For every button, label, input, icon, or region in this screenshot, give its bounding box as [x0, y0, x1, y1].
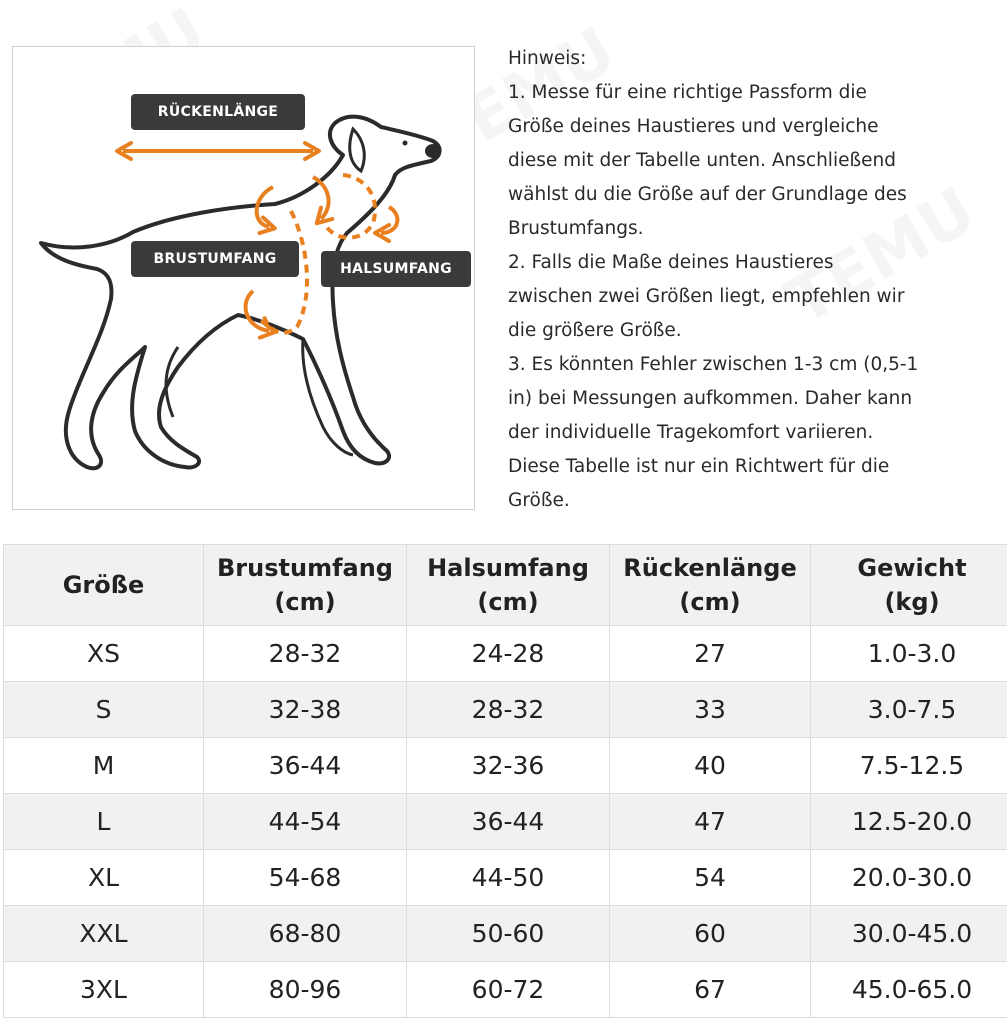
table-cell: 20.0-30.0 [811, 850, 1007, 906]
size-chart-table [3, 544, 1007, 1018]
table-cell: XXL [4, 906, 204, 962]
table-cell: 1.0-3.0 [811, 626, 1007, 682]
notes-line: 1. Messe für eine richtige Passform die [508, 82, 867, 103]
table-row [4, 682, 1007, 738]
notes-text [508, 42, 1007, 518]
table-header-row [4, 545, 1007, 626]
notes-line: wählst du die Größe auf der Grundlage des [508, 184, 907, 205]
table-cell: 28-32 [204, 626, 407, 682]
table-cell: 3.0-7.5 [811, 682, 1007, 738]
table-cell: L [4, 794, 204, 850]
notes-line: Diese Tabelle ist nur ein Richtwert für die [508, 456, 890, 477]
table-cell: 50-60 [407, 906, 610, 962]
table-cell: 40 [610, 738, 811, 794]
notes-line: Hinweis: [508, 48, 587, 69]
table-row [4, 962, 1007, 1018]
table-cell: M [4, 738, 204, 794]
table-cell: XS [4, 626, 204, 682]
table-cell: 60-72 [407, 962, 610, 1018]
table-cell: 24-28 [407, 626, 610, 682]
table-cell: 28-32 [407, 682, 610, 738]
table-cell: 36-44 [407, 794, 610, 850]
table-cell: 68-80 [204, 906, 407, 962]
table-cell: 12.5-20.0 [811, 794, 1007, 850]
header-back-length: Rückenlänge (cm) [610, 545, 811, 626]
table-cell: 32-38 [204, 682, 407, 738]
table-row [4, 626, 1007, 682]
dog-nose [425, 144, 441, 158]
table-cell: 60 [610, 906, 811, 962]
notes-line: in) bei Messungen aufkommen. Daher kann [508, 388, 913, 409]
table-cell: 54-68 [204, 850, 407, 906]
table-cell: 3XL [4, 962, 204, 1018]
table-cell: XL [4, 850, 204, 906]
table-cell: 32-36 [407, 738, 610, 794]
table-cell: 45.0-65.0 [811, 962, 1007, 1018]
table-cell: 44-50 [407, 850, 610, 906]
table-row [4, 906, 1007, 962]
notes-line: der individuelle Tragekomfort variieren. [508, 422, 874, 443]
notes-line: diese mit der Tabelle unten. Anschließend [508, 150, 896, 171]
table-cell: 54 [610, 850, 811, 906]
notes-line: zwischen zwei Größen liegt, empfehlen wir [508, 286, 905, 307]
notes-line: Größe deines Haustieres und vergleiche [508, 116, 879, 137]
table-cell: 7.5-12.5 [811, 738, 1007, 794]
neck-girth-label: HALSUMFANG [321, 251, 471, 287]
table-cell: 36-44 [204, 738, 407, 794]
table-cell: 33 [610, 682, 811, 738]
header-weight: Gewicht (kg) [811, 545, 1007, 626]
table-cell: S [4, 682, 204, 738]
table-row [4, 794, 1007, 850]
header-chest-girth: Brustumfang (cm) [204, 545, 407, 626]
header-neck-girth: Halsumfang (cm) [407, 545, 610, 626]
notes-line: Brustumfangs. [508, 218, 644, 239]
notes-line: die größere Größe. [508, 320, 682, 341]
table-cell: 80-96 [204, 962, 407, 1018]
table-cell: 67 [610, 962, 811, 1018]
notes-line: 2. Falls die Maße deines Haustieres [508, 252, 834, 273]
notes-line: Größe. [508, 490, 570, 511]
table-cell: 27 [610, 626, 811, 682]
chest-girth-label: BRUSTUMFANG [131, 241, 299, 277]
table-cell: 47 [610, 794, 811, 850]
dog-measurement-figure [12, 46, 475, 510]
table-row [4, 738, 1007, 794]
table-cell: 30.0-45.0 [811, 906, 1007, 962]
table-cell: 44-54 [204, 794, 407, 850]
header-size: Größe [4, 545, 204, 626]
notes-line: 3. Es könnten Fehler zwischen 1-3 cm (0,5-1 [508, 354, 919, 375]
dog-outline [41, 117, 440, 469]
neck-girth-arrow [381, 207, 397, 233]
back-length-label: RÜCKENLÄNGE [131, 94, 305, 130]
table-row [4, 850, 1007, 906]
